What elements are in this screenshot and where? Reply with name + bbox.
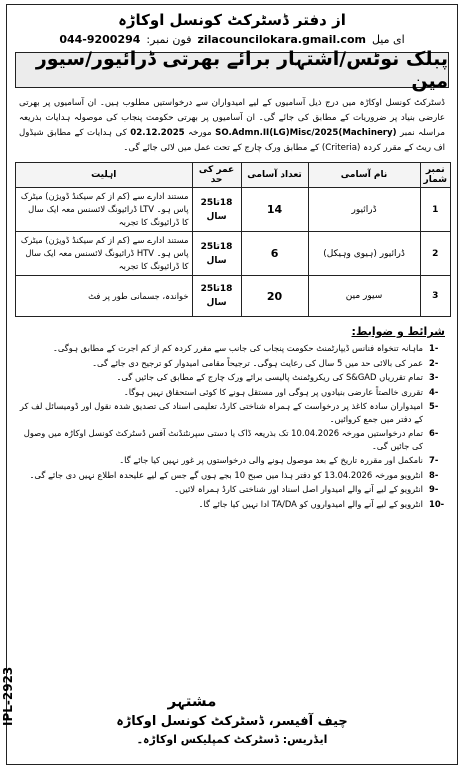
age-unit: سال xyxy=(206,298,227,308)
condition-number: 1- xyxy=(429,343,439,353)
posts-table xyxy=(15,162,451,317)
age-range: 18تا25 xyxy=(200,284,233,294)
list-item xyxy=(19,454,445,467)
condition-text: ماہانہ تنخواہ فنانس ڈیپارٹمنٹ حکومت پنجاب کی جانب سے مقرر کردہ کم از کم اجرت کے مطابق ہوگی۔ xyxy=(52,343,423,353)
row-age xyxy=(192,232,241,276)
intro-text-2: کی ہدایات کے مطابق شیڈول اف ریٹ کے مقرر کردہ (Criteria) کے مطابق ورک چارج کے تحت عمل میں لائی جائے گی۔ xyxy=(19,128,445,153)
office-heading: از دفتر ڈسٹرکٹ کونسل اوکاڑہ xyxy=(118,11,346,29)
age-range: 18تا25 xyxy=(200,197,233,208)
header-count: تعداد آسامی xyxy=(241,163,308,188)
table-row xyxy=(16,276,451,317)
list-item xyxy=(19,483,445,496)
table-row xyxy=(16,188,451,232)
advertisement-page xyxy=(1,4,458,765)
conditions-list xyxy=(19,342,445,510)
intro-date: 02.12.2025 xyxy=(130,128,185,138)
row-post: ڈرائیور xyxy=(308,188,420,232)
list-item xyxy=(19,357,445,370)
condition-text: تمام تقرریاں S&GAD کی ریکروٹمنٹ پالیسی برائے ورک چارج کے مطابق کی جائیں گی۔ xyxy=(116,372,423,382)
row-age xyxy=(192,188,241,232)
intro-reference: SO.Admn.II(LG)Misc/2025(Machinery) xyxy=(215,128,397,138)
condition-text: امیدواران سادہ کاغذ پر درخواست کے ہمراہ شناختی کارڈ، تعلیمی اسناد کی تصدیق شدہ نقول اور ڈومیسائل لف کر کے دفتر میں جمع کروائیں۔ xyxy=(19,401,423,424)
signature-block xyxy=(7,692,457,746)
conditions-heading: شرائط و ضوابط: xyxy=(351,325,445,338)
condition-number: 3- xyxy=(429,372,439,382)
notice-banner: پبلک نوٹس/اشتہار برائے بھرتی ڈرائیور/سیور مین xyxy=(15,52,449,88)
row-count: 6 xyxy=(241,232,308,276)
header-qualification: اہلیت xyxy=(16,163,193,188)
condition-number: 6- xyxy=(429,428,439,438)
ipl-number: IPL-2923 xyxy=(1,666,15,726)
condition-number: 5- xyxy=(429,401,439,411)
age-unit: سال xyxy=(206,211,227,222)
list-item xyxy=(19,400,445,425)
email-address[interactable]: zilacouncilokara.gmail.com xyxy=(197,33,366,46)
table-row xyxy=(16,232,451,276)
signatory-name: چیف آفیسر، ڈسٹرکٹ کونسل اوکاڑہ xyxy=(116,714,348,729)
intro-paragraph xyxy=(19,96,445,156)
email-label: ای میل xyxy=(371,33,405,46)
row-qualification: مستند ادارے سے (کم از کم سیکنڈ ڈویژن) میٹرک پاس ہو۔ HTV ڈرائیونگ لائسنس معہ ایک سال کا ڈرائیونگ کا تجربہ xyxy=(16,232,193,276)
table-header-row xyxy=(16,163,451,188)
row-count: 20 xyxy=(241,276,308,317)
condition-text: نامکمل اور مقررہ تاریخ کے بعد موصول ہونے والی درخواستوں پر غور نہیں کیا جائے گا۔ xyxy=(119,455,423,465)
row-post: سیور مین xyxy=(308,276,420,317)
list-item xyxy=(19,469,445,482)
phone-label: فون نمبر: xyxy=(146,33,192,46)
intro-text: ڈسٹرکٹ کونسل اوکاڑہ میں درج ذیل آسامیوں کے لیے امیدواران سے درخواستیں مطلوب ہیں۔ ان آسامیوں پر بھرتی عارضی بنیاد پر ضروریات کے مطابق کی جائے گی۔ ان آسامیوں پر بھرتی حکومت پنجاب کی موصولہ ہدایات بذریعہ مراسلہ نمبر xyxy=(19,98,445,138)
list-item xyxy=(19,427,445,452)
list-item xyxy=(19,371,445,384)
row-post: ڈرائیور (ہیوی وہیکل) xyxy=(308,232,420,276)
row-count: 14 xyxy=(241,188,308,232)
signatory-address: ایڈریس: ڈسٹرکٹ کمپلیکس اوکاڑہ۔ xyxy=(136,733,328,746)
signature-label: مشتہر xyxy=(167,692,217,710)
header-post: نام آسامی xyxy=(308,163,420,188)
condition-number: 7- xyxy=(429,455,439,465)
row-qualification: مستند ادارے سے (کم از کم سیکنڈ ڈویژن) میٹرک پاس ہو۔ LTV ڈرائیونگ لائسنس معہ ایک سال کا ڈرائیونگ کا تجربہ xyxy=(16,188,193,232)
condition-text: تمام درخواستیں مورخہ 10.04.2026 تک بذریعہ ڈاک یا دستی سپرنٹنڈنٹ آفس ڈسٹرکٹ کونسل اوکاڑہ میں وصول کی جائیں گی۔ xyxy=(23,428,423,451)
header-age: عمر کی حد xyxy=(192,163,241,188)
condition-text: انٹرویو مورخہ 13.04.2026 کو دفتر ہذا میں صبح 10 بجے ہوں گے جس کے لیے علیحدہ اطلاع نہیں دی جائے گی۔ xyxy=(29,469,423,480)
phone-number: 044-9200294 xyxy=(59,33,141,46)
list-item xyxy=(19,342,445,355)
list-item xyxy=(19,386,445,399)
row-sr: 1 xyxy=(420,188,450,232)
contact-line xyxy=(7,33,457,46)
condition-text: انٹرویو کے لیے آنے والے امیدوار اصل اسناد اور شناختی کارڈ ہمراہ لائیں۔ xyxy=(174,484,423,494)
row-sr: 2 xyxy=(420,232,450,276)
condition-number: 8- xyxy=(429,469,439,480)
intro-date-label: مورخہ xyxy=(188,128,212,138)
condition-text: انٹرویو کے لیے آنے والے امیدواروں کو TA/DA ادا نہیں کیا جائے گا۔ xyxy=(198,498,423,509)
condition-text: عمر کی بالائی حد میں 5 سال کی رعایت ہوگی۔ ترجیحاً مقامی امیدوار کو ترجیح دی جائے گی۔ xyxy=(92,357,423,368)
age-unit: سال xyxy=(206,255,227,266)
condition-number: 9- xyxy=(429,484,439,494)
condition-text: تقرری خالصتاً عارضی بنیادوں پر ہوگی اور مستقل ہونے کا کوئی استحقاق نہیں ہوگا۔ xyxy=(123,386,423,397)
condition-number: 10- xyxy=(429,498,445,509)
age-range: 18تا25 xyxy=(200,241,233,252)
row-sr: 3 xyxy=(420,276,450,317)
list-item xyxy=(19,498,445,511)
row-age xyxy=(192,276,241,317)
row-qualification: خواندہ، جسمانی طور پر فٹ xyxy=(16,276,193,317)
header-sr: نمبر شمار xyxy=(420,163,450,188)
condition-number: 2- xyxy=(429,357,439,368)
condition-number: 4- xyxy=(429,386,439,397)
